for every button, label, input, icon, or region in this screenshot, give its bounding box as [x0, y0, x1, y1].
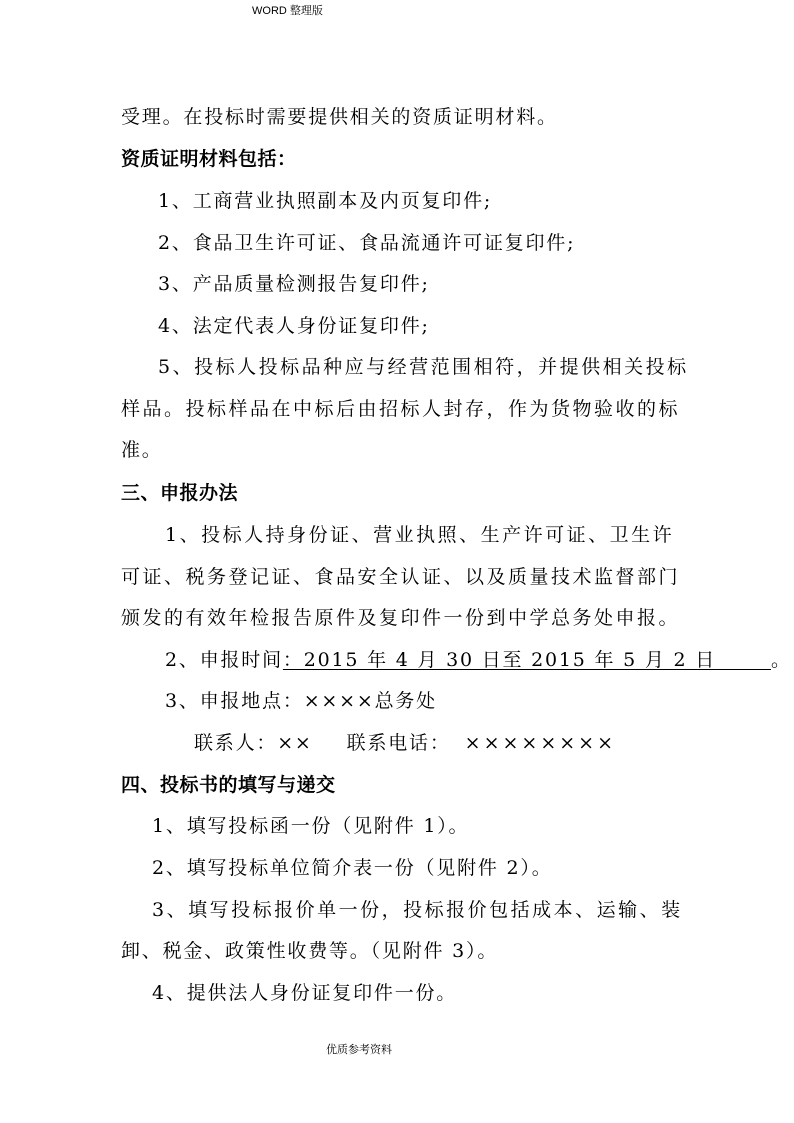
qualification-item-1: 1、工商营业执照副本及内页复印件; [158, 190, 493, 212]
application-para-line-1: 1、投标人持身份证、营业执照、生产许可证、卫生许 [165, 524, 675, 546]
application-para-line-2: 可证、税务登记证、食品安全认证、以及质量技术监督部门 [121, 566, 681, 588]
application-para-line-3: 颁发的有效年检报告原件及复印件一份到中学总务处申报。 [121, 607, 681, 629]
submission-item-1: 1、填写投标函一份（见附件 1）。 [152, 815, 470, 837]
section-3-title: 三、申报办法 [121, 482, 239, 504]
application-time-label: 2、申报时间 [165, 649, 283, 671]
contact-phone-value: ×××××××× [464, 732, 617, 754]
contact-phone-label: 联系电话： [346, 732, 451, 754]
qualification-item-3: 3、产品质量检测报告复印件; [158, 273, 430, 295]
qualification-item-2: 2、食品卫生许可证、食品流通许可证复印件; [158, 232, 576, 254]
contact-line [194, 730, 616, 756]
application-time-underline-pad [716, 649, 771, 671]
application-time-end: 。 [770, 649, 792, 671]
submission-item-3-line-2: 卸、税金、政策性收费等。（见附件 3）。 [121, 940, 499, 962]
contact-person: 联系人：×× [194, 732, 313, 754]
application-time-value: ：2015 年 4 月 30 日至 2015 年 5 月 2 日 [282, 649, 717, 671]
submission-item-3-line-1: 3、填写投标报价单一份，投标报价包括成本、运输、装 [152, 899, 683, 921]
application-time-line [165, 647, 792, 673]
application-place: 3、申报地点：××××总务处 [165, 690, 437, 712]
section-4-title: 四、投标书的填写与递交 [121, 774, 336, 796]
submission-item-2: 2、填写投标单位简介表一份（见附件 2）。 [152, 857, 553, 879]
qualification-item-5-line-1: 5、投标人投标品种应与经营范围相符，并提供相关投标 [158, 356, 689, 378]
qualification-item-4: 4、法定代表人身份证复印件; [158, 315, 430, 337]
qualification-title: 资质证明材料包括： [121, 148, 297, 170]
page-header: WORD 整理版 [252, 5, 323, 17]
qualification-item-5-line-2: 样品。投标样品在中标后由招标人封存，作为货物验收的标 [121, 398, 681, 420]
intro-tail-line: 受理。在投标时需要提供相关的资质证明材料。 [121, 106, 558, 128]
qualification-item-5-line-3: 准。 [121, 439, 163, 461]
submission-item-4: 4、提供法人身份证复印件一份。 [152, 982, 458, 1004]
page-footer: 优质参考资料 [326, 1044, 392, 1056]
